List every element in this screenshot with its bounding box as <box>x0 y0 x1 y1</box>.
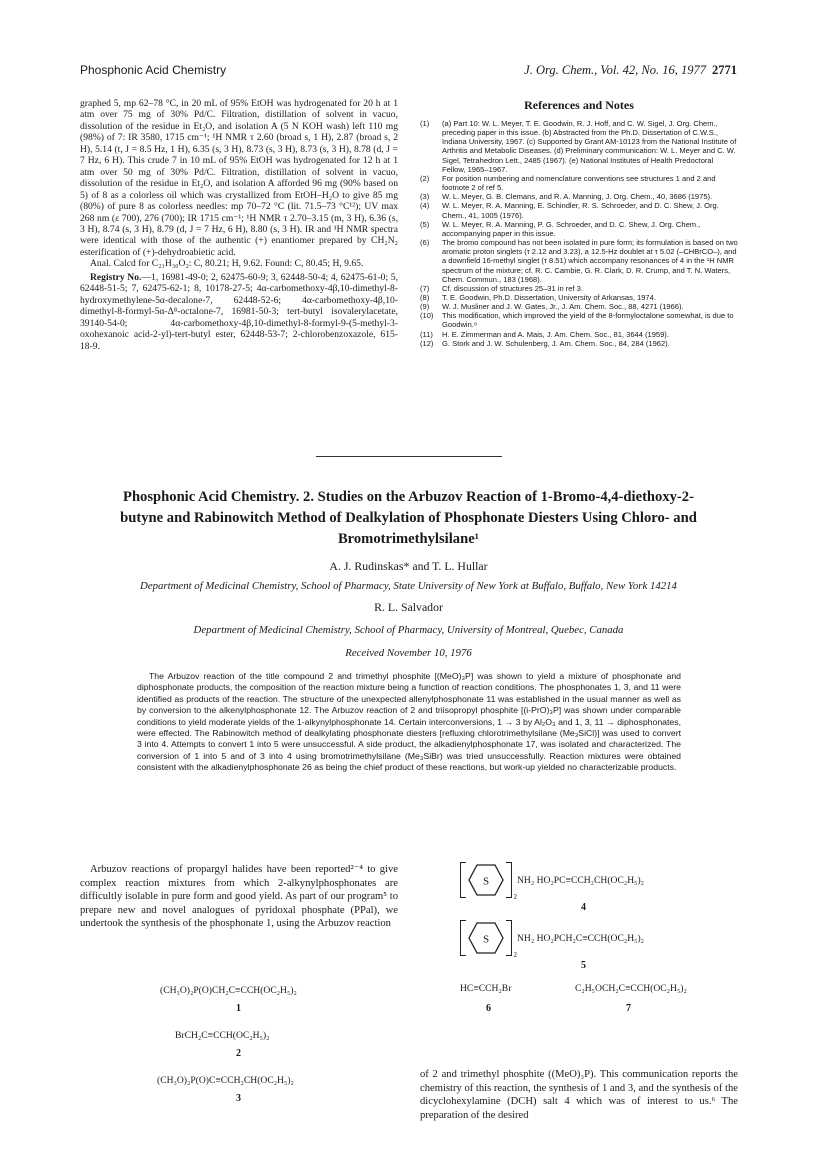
left-bracket <box>460 862 466 898</box>
reference-item <box>420 302 738 311</box>
abstract: The Arbuzov reaction of the title compound 2 and trimethyl phosphite [(MeO)₃P] was shown to yield a mixture of phosphonate and diphosphonate products, the composition of the reaction mixture being a function of reaction conditions. The phosphonates 1, 3, and 11 were identified as products of the reaction. The structure of the unexpected allenylphosphonate 11 was established in the usual manner as well as by conversion to the alkenylphosphonate 12. The Arbuzov reaction of 2 and triisopropyl phosphite [(i-PrO)₃P] was shown under comparable conditions to yield moderate yields of the 1-alkynylphosphonate 14. Certain interconversions, 1 → 3 by Al₂O₃ and 1, 3, 11 → diphosphonates, were effected. The Rabinowitch method of dealkylating phosphonate diesters [refluxing chlorotrimethylsilane (Me₃SiCl)] was used to convert 3 into 4. Attempts to convert 1 into 5 were unsuccessful. A side product, the alkadienylphosphonate 17, was isolated and characterized. The conversion of 1 into 5 and of 3 into 4 using bromotrimethylsilane (Me₃SiBr) was tried unsuccessfully. Reaction mixtures were obtained consistent with the alkadienylphosphonate 26 as being the chief product of these reactions, but work-up yielded no characterizable products. <box>137 671 681 773</box>
structure-6-formula: HC≡CCH₂Br <box>460 983 512 994</box>
cyclohexyl-ring-icon <box>468 921 504 955</box>
structure-7-number: 7 <box>626 1003 631 1014</box>
registry-label: Registry No. <box>90 271 142 283</box>
reference-number: (10) <box>420 311 434 321</box>
structure-7-formula: C₂H₅OCH₂C≡CCH(OC₂H₅)₂ <box>575 983 687 994</box>
reference-number: (8) <box>420 292 430 302</box>
reference-number: (5) <box>420 219 430 229</box>
article-divider <box>316 456 502 457</box>
reference-item <box>420 201 738 219</box>
structure-4-formula: NH₂ HO₂PC≡CCH₂CH(OC₂H₅)₂ <box>517 874 645 886</box>
reference-item <box>420 284 738 293</box>
cyclohexyl-ring-icon <box>468 863 504 897</box>
reference-item <box>420 119 738 174</box>
reference-text: W. L. Meyer, R. A. Manning, E. Schindler, R. S. Schroeder, and D. C. Shew, J. Org. Chem., 41, 1005 (1976). <box>442 201 719 220</box>
references-section <box>420 98 738 348</box>
affiliation-buffalo: Department of Medicinal Chemistry, School of Pharmacy, State University of New York at Buffalo, Buffalo, New York 14214 <box>140 580 677 592</box>
subscript-2: 2 <box>513 893 517 901</box>
reference-text: For position numbering and nomenclature conventions see structures 1 and 2 and footnote 2 of ref 5. <box>442 173 716 193</box>
reference-text: W. L. Meyer, R. A. Manning, P. G. Schroeder, and D. C. Shew, J. Org. Chem., accompanying paper in this issue. <box>442 219 701 238</box>
right-bracket <box>506 920 517 959</box>
reference-item <box>420 192 738 201</box>
received-date: Received November 10, 1976 <box>345 647 472 659</box>
reference-text: This modification, which improved the yield of the 8-formyloctalone somewhat, is due to Goodwin.⁸ <box>442 311 734 330</box>
page-number: 2771 <box>712 63 737 77</box>
reference-text: (a) Part 10: W. L. Meyer, T. E. Goodwin, R. J. Hoff, and C. W. Sigel, J. Org. Chem., preceding paper in this issue. (b) Abstracted from the Ph.D. Dissertation of C.W.S., Indiana University, 1967. (c) Supported by Grant AM-10123 from the National Institute of Arthritis and Metabolic Diseases. (d) Preliminary communication: W. L. Meyer and C. W. Sigel, Tetrahedron Lett., 2485 (1967). (e) National Institutes of Health Predoctoral Fellow, 1965–1967. <box>442 119 737 174</box>
subscript-2: 2 <box>513 951 517 959</box>
reference-item <box>420 293 738 302</box>
journal-citation: J. Org. Chem., Vol. 42, No. 16, 1977 <box>524 63 706 77</box>
affiliation-montreal: Department of Medicinal Chemistry, School of Pharmacy, University of Montreal, Quebec, Canada <box>193 624 624 636</box>
reference-number: (3) <box>420 192 430 202</box>
reference-number: (12) <box>420 338 434 348</box>
structure-4-number: 4 <box>581 902 586 913</box>
structure-2-formula: BrCH₂C≡CCH(OC₂H₅)₂ <box>175 1030 270 1041</box>
authors-buffalo: A. J. Rudinskas* and T. L. Hullar <box>329 559 488 573</box>
introduction-continued: of 2 and trimethyl phosphite ((MeO)₃P). This communication reports the chemistry of this reaction, the synthesis of 1 and 3, and the synthesis of the dicyclohexylamine (DCH) salt 4 which was of interest to us.⁶ The preparation of the desired <box>420 1069 738 1121</box>
previous-article-experimental <box>80 98 398 352</box>
reference-number: (9) <box>420 302 430 312</box>
reference-item <box>420 174 738 192</box>
structure-1-number: 1 <box>236 1003 241 1014</box>
ring-label: S <box>482 933 490 946</box>
right-bracket <box>506 862 517 901</box>
left-bracket <box>460 920 466 956</box>
running-head-journal <box>524 63 737 78</box>
running-head <box>80 63 737 79</box>
running-head-section: Phosphonic Acid Chemistry <box>80 63 227 77</box>
structure-3-formula: (CH₃O)₂P(O)C≡CCH₂CH(OC₂H₅)₂ <box>157 1075 294 1086</box>
registry-text: —1, 16981-49-0; 2, 62475-60-9; 3, 62448-50-4; 4, 62475-61-0; 5, 62448-51-5; 7, 62475-62-1; 8, 10178-27-5; 4α-carbomethoxy-4β,10-dimethyl-8-hydroxymethylene-5α-decalone-7, 62448-52-6; 4α-carbomethoxy-4β,10-dimethyl-8-formyl-5α-Δ⁸-octalone-7, 16981-50-3; tert-butyl isovalerylacetate, 39140-54-0; 4α-carbomethoxy-4β,10-dimethyl-8-formyl-9-(5-methyl-3-oxohexanoic acid-2-yl)-tert-butyl ester, 62448-53-7; 2-chlorobenzoxazole, 615-18-9. <box>80 271 398 352</box>
reference-number: (7) <box>420 283 430 293</box>
structure-5-dch-salt <box>460 920 645 959</box>
references-list <box>420 119 738 348</box>
reference-item <box>420 311 738 329</box>
structure-2-number: 2 <box>236 1048 241 1059</box>
reference-number: (6) <box>420 238 430 248</box>
article-title: Phosphonic Acid Chemistry. 2. Studies on the Arbuzov Reaction of 1-Bromo-4,4-diethoxy-2-butyne and Rabinowitch Method of Dealkylation of Phosphonate Diesters Using Chloro- and Bromotrimethylsilane¹ <box>120 489 697 547</box>
analysis-paragraph: Anal. Calcd for C₂₁H₃₀O₂: C, 80.21; H, 9.62. Found: C, 80.45; H, 9.65. <box>90 258 364 270</box>
reference-item <box>420 220 738 238</box>
reference-number: (11) <box>420 329 433 339</box>
structure-6-number: 6 <box>486 1003 491 1014</box>
structure-1-formula: (CH₃O)₂P(O)CH₂C≡CCH(OC₂H₅)₂ <box>160 985 297 996</box>
structure-3-number: 3 <box>236 1093 241 1104</box>
reference-item <box>420 330 738 339</box>
authors-montreal: R. L. Salvador <box>374 600 443 614</box>
references-heading: References and Notes <box>524 98 634 112</box>
ring-label: S <box>482 875 490 888</box>
reference-text: W. L. Meyer, G. B. Clemans, and R. A. Manning, J. Org. Chem., 40, 3686 (1975). <box>442 192 713 202</box>
structure-5-formula: NH₂ HO₂PCH₂C≡CCH(OC₂H₅)₂ <box>517 932 645 944</box>
reference-number: (2) <box>420 173 430 183</box>
structure-4-dch-salt <box>460 862 645 901</box>
registry-paragraph <box>80 272 398 352</box>
reference-text: T. E. Goodwin, Ph.D. Dissertation, University of Arkansas, 1974. <box>442 292 656 302</box>
reference-number: (4) <box>420 201 430 211</box>
reference-number: (1) <box>420 119 430 128</box>
structure-5-number: 5 <box>581 960 586 971</box>
introduction-paragraph: Arbuzov reactions of propargyl halides have been reported²⁻⁴ to give complex reaction mixtures from which 2-alkynylphosphonates are difficultly isolable in pure form and good yield. As part of our program⁵ to prepare new and novel analogues of pyridoxal phosphate (PPal), we undertook the synthesis of the phosphonate 1, using the Arbuzov reaction <box>80 864 398 930</box>
reference-item <box>420 238 738 284</box>
reference-text: The bromo compound has not been isolated in pure form; its formulation is based on two aromatic proton singlets (τ 2.12 and 3.23), a 12.5-Hz doublet at τ 5.02 (–CHBrCO–), and a downfield 16-methyl singlet (τ 8.51) which accompany resonances of 4 in the ¹H NMR spectrum of the mixture; cf. R. C. Cambie, G. R. Clark, D. R. Crump, and T. N. Waters, Chem. Commun., 183 (1968). <box>442 238 738 284</box>
reference-text: H. E. Zimmerman and A. Mais, J. Am. Chem. Soc., 81, 3644 (1959). <box>442 329 669 339</box>
reference-item <box>420 339 738 348</box>
experimental-paragraph: graphed 5, mp 62–78 °C, in 20 mL of 95% EtOH was hydrogenated for 20 h at 1 atm over 75 mg of 30% Pd/C. Filtration, distillation of solvent in vacuo, dissolution of the residue in Et₂O, and isolation A (5 N KOH wash) left 110 mg (98%) of 7: IR 3580, 1715 cm⁻¹; ¹H NMR τ 2.60 (broad s, 1 H), 2.87 (broad s, 2 H), 5.14 (t, J = 8.5 Hz, 1 H), 6.35 (s, 3 H), 8.73 (s, 3 H), 8.73 (s, 3 H), 8.78 (d, J = 7 Hz, 6 H). This crude 7 in 10 mL of 95% EtOH was hydrogenated for 12 h at 1 atm over 50 mg of 30% Pd/C. Filtration, distillation of solvent in vacuo, dissolution of the residue in Et₂O, and isolation A afforded 96 mg (90% based on 5) of 8 as a colorless oil which was crystallized from EtOH–H₂O to give 85 mg (80%) of pure 8 as colorless needles: mp 70–72 °C (lit. 71.5–73 °C¹²); UV max 268 nm (ε 700), 276 (700); IR 1715 cm⁻¹; ¹H NMR τ 2.70–3.15 (m, 3 H), 6.36 (s, 3 H), 8.74 (s, 3 H), 8.79 (d, J = 7 Hz, 6 H), 8.80 (s, 3 H). IR and ¹H NMR spectra were identical with those of the authentic (+) enantiomer prepared by CH₂N₂ esterification of (+)-dehydroabietic acid. <box>80 98 398 258</box>
reference-text: W. J. Musliner and J. W. Gates, Jr., J. Am. Chem. Soc., 88, 4271 (1966). <box>442 302 684 312</box>
reference-text: G. Stork and J. W. Schulenberg, J. Am. Chem. Soc., 84, 284 (1962). <box>442 338 670 348</box>
reference-text: Cf. discussion of structures 25–31 in ref 3. <box>442 283 583 293</box>
